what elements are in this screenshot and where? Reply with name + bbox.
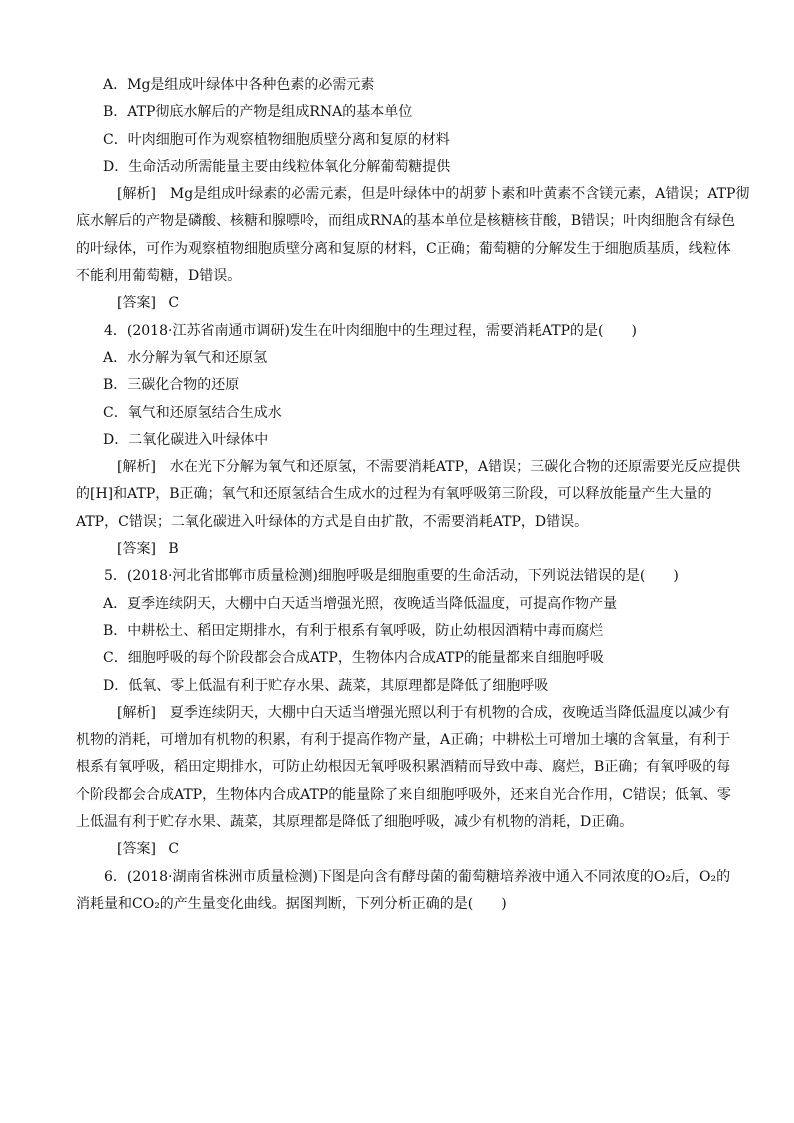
q4-answer	[117, 536, 703, 563]
q5-question: 5．(2018·河北省邯郸市质量检测)细胞呼吸是细胞重要的生命活动，下列说法错误的是( )	[104, 568, 679, 585]
q4-answer-value: B	[168, 541, 179, 558]
q5-analysis-line-2: 机物的消耗，可增加有机物的积累，有利于提高作物产量，A正确；中耕松土可增加土壤的含氧量，有利于	[76, 732, 731, 749]
q4-option-d: D．二氧化碳进入叶绿体中	[103, 431, 269, 448]
q3-answer	[117, 290, 703, 317]
q4-option-a: A．水分解为氧气和还原氢	[103, 349, 268, 366]
q3-analysis-line-1: [解析] Mg是组成叶绿素的必需元素，但是叶绿体中的胡萝卜素和叶黄素不含镁元素，A错误；ATP彻	[117, 186, 750, 203]
q5-analysis-line-3: 根系有氧呼吸，稻田定期排水，可防止幼根因无氧呼吸积累酒精而导致中毒、腐烂，B正确；有氧呼吸的每	[76, 759, 731, 776]
q3-answer-value: C	[168, 295, 180, 312]
document-content	[76, 72, 750, 918]
q5-analysis-line-1: [解析] 夏季连续阴天，大棚中白天适当增强光照以利于有机物的合成，夜晚适当降低温度以减少有	[117, 704, 730, 721]
q6-question-line-2: 消耗量和CO₂的产生量变化曲线。据图判断，下列分析正确的是( )	[76, 895, 507, 912]
q6-question-line-1: 6．(2018·湖南省株洲市质量检测)下图是向含有酵母菌的葡萄糖培养液中通入不同浓度的O₂后，O₂的	[104, 868, 731, 885]
q3-option-a: A．Mg是组成叶绿体中各种色素的必需元素	[103, 77, 375, 93]
q3-option-b: B．ATP彻底水解后的产物是组成RNA的基本单位	[103, 104, 413, 121]
q3-analysis-line-4: 不能利用葡萄糖，D错误。	[76, 268, 242, 285]
q5-option-b: B．中耕松土、稻田定期排水，有利于根系有氧呼吸，防止幼根因酒精中毒而腐烂	[103, 622, 604, 639]
q4-option-c: C．氧气和还原氢结合生成水	[103, 404, 282, 421]
q3-analysis-line-2: 底水解后的产物是磷酸、核糖和腺嘌呤，而组成RNA的基本单位是核糖核苷酸，B错误；叶肉细胞含有绿色	[76, 213, 736, 230]
q4-analysis-line-2: 的[H]和ATP，B正确；氧气和还原氢结合生成水的过程为有氧呼吸第三阶段，可以释放能量产生大量的	[76, 486, 712, 503]
q4-option-b: B．三碳化合物的还原	[103, 377, 240, 394]
q3-answer-label: [答案]	[117, 295, 156, 312]
q5-answer-label: [答案]	[117, 841, 156, 858]
q5-option-d: D．低氧、零上低温有利于贮存水果、蔬菜，其原理都是降低了细胞呼吸	[103, 677, 549, 694]
q5-analysis-line-5: 上低温有利于贮存水果、蔬菜，其原理都是降低了细胞呼吸，减少有机物的消耗，D正确。	[76, 814, 634, 831]
q3-option-c: C．叶肉细胞可作为观察植物细胞质壁分离和复原的材料	[103, 131, 450, 148]
q5-answer-value: C	[168, 841, 180, 858]
q5-option-a: A．夏季连续阴天，大棚中白天适当增强光照，夜晚适当降低温度，可提高作物产量	[103, 595, 618, 612]
q4-question: 4．(2018·江苏省南通市调研)发生在叶肉细胞中的生理过程，需要消耗ATP的是( )	[104, 322, 637, 339]
q4-analysis-line-3: ATP，C错误；二氧化碳进入叶绿体的方式是自由扩散，不需要消耗ATP，D错误。	[76, 513, 589, 530]
q4-answer-label: [答案]	[117, 541, 156, 558]
q5-option-c: C．细胞呼吸的每个阶段都会合成ATP，生物体内合成ATP的能量都来自细胞呼吸	[103, 650, 604, 667]
q3-option-d: D．生命活动所需能量主要由线粒体氧化分解葡萄糖提供	[103, 158, 451, 175]
q4-analysis-line-1: [解析] 水在光下分解为氧气和还原氢，不需要消耗ATP，A错误；三碳化合物的还原需要光反应提供	[117, 459, 741, 476]
q5-answer	[117, 836, 703, 863]
q3-analysis-line-3: 的叶绿体，可作为观察植物细胞质壁分离和复原的材料，C正确；葡萄糖的分解发生于细胞质基质，线粒体	[76, 240, 731, 257]
q5-analysis-line-4: 个阶段都会合成ATP，生物体内合成ATP的能量除了来自细胞呼吸外，还来自光合作用，C错误；低氧、零	[76, 786, 731, 803]
